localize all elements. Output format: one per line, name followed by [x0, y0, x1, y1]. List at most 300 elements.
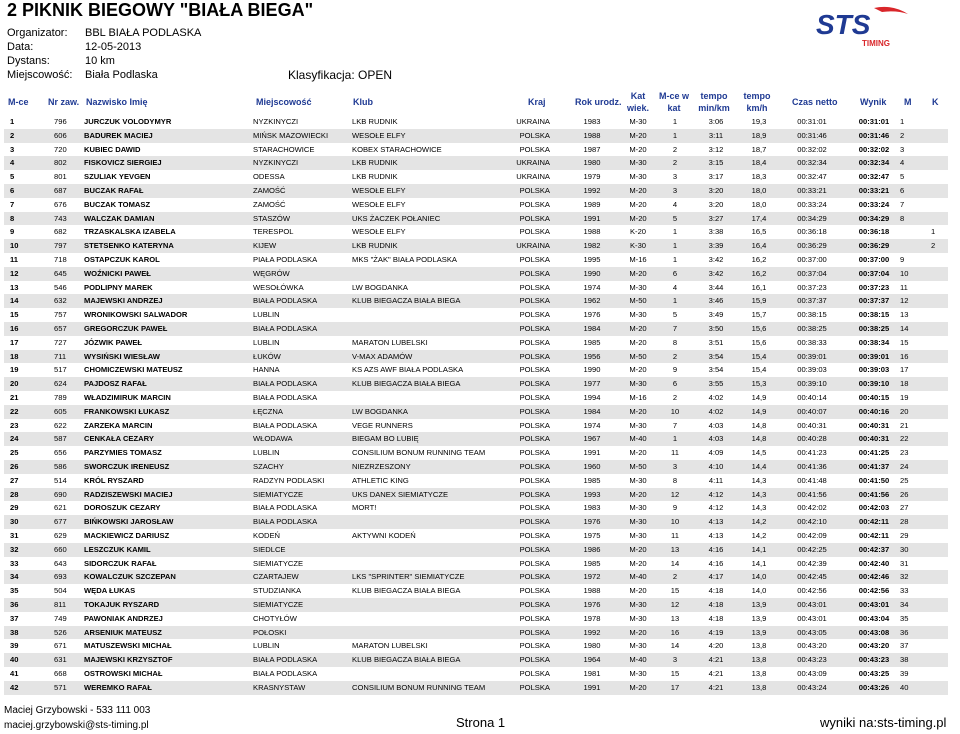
result-time-cell: 00:42:11	[859, 517, 889, 527]
runner-name-cell: WEREMKO RAFAŁ	[84, 682, 152, 692]
category-place-cell: 5	[672, 213, 678, 223]
runner-name-cell: ARSENIUK MATEUSZ	[84, 627, 162, 637]
place-cell: 29	[10, 503, 19, 513]
country-cell: POLSKA	[519, 406, 550, 416]
table-row	[4, 653, 948, 667]
table-header	[0, 88, 960, 116]
country-cell: POLSKA	[519, 572, 550, 582]
category-place-cell: 15	[670, 669, 680, 678]
category-cell: M-30	[629, 420, 647, 430]
club-cell: KS AZS AWF BIAŁA PODLASKA	[352, 365, 464, 375]
category-cell: M-50	[629, 296, 647, 306]
city-cell: NYZKINYCZI	[253, 158, 299, 168]
net-time-cell: 00:33:21	[797, 186, 827, 195]
table-row	[4, 391, 948, 405]
speed-cell: 14,5	[751, 448, 767, 458]
birth-year-cell: 1993	[583, 489, 601, 499]
net-time-cell: 00:40:28	[797, 434, 827, 444]
club-cell: LKB RUDNIK	[352, 117, 398, 126]
speed-cell: 14,3	[751, 489, 767, 499]
category-place-cell: 14	[670, 641, 680, 651]
result-time-cell: 00:42:37	[858, 544, 890, 554]
category-place-cell: 6	[672, 379, 678, 389]
speed-cell: 15,4	[751, 365, 767, 375]
net-time-cell: 00:31:01	[797, 117, 827, 126]
pace-cell: 3:42	[708, 268, 724, 278]
bib-number-cell: 801	[54, 172, 67, 182]
country-cell: POLSKA	[519, 517, 550, 527]
city-cell: BIAŁA PODLASKA	[253, 420, 318, 430]
place-cell: 24	[10, 434, 19, 444]
country-cell: POLSKA	[519, 600, 550, 609]
place-cell: 31	[10, 531, 19, 540]
place-cell: 7	[10, 199, 15, 209]
birth-year-cell: 1988	[583, 586, 601, 596]
runner-name-cell: PARZYMIES TOMASZ	[84, 448, 162, 458]
net-time-cell: 00:40:14	[797, 393, 827, 402]
place-cell: 27	[10, 475, 19, 485]
table-row	[4, 377, 948, 391]
club-cell: LW BOGDANKA	[352, 282, 408, 292]
speed-cell: 14,4	[751, 462, 767, 471]
bib-number-cell: 514	[54, 475, 67, 485]
net-time-cell: 00:43:09	[797, 669, 827, 678]
logo-text: STS	[816, 9, 871, 40]
city-cell: SIEMIATYCZE	[253, 489, 304, 499]
runner-name-cell: ZARZEKA MARCIN	[84, 420, 153, 430]
bib-number-cell: 757	[54, 310, 67, 320]
speed-cell: 16,2	[751, 268, 767, 278]
table-row	[4, 626, 948, 640]
k-place-cell: 1	[931, 227, 936, 237]
table-row	[4, 336, 948, 350]
result-time-cell: 00:43:23	[858, 655, 890, 665]
country-cell: UKRAINA	[516, 172, 550, 182]
speed-cell: 14,9	[751, 393, 767, 402]
bib-number-cell: 605	[54, 406, 67, 416]
runner-name-cell: MATUSZEWSKI MICHAŁ	[84, 641, 172, 651]
net-time-cell: 00:38:33	[797, 337, 827, 347]
runner-name-cell: MAJEWSKI KRZYSZTOF	[84, 655, 173, 665]
bib-number-cell: 622	[54, 420, 67, 430]
table-row	[4, 515, 948, 529]
result-time-cell: 00:33:24	[858, 199, 890, 209]
pace-cell: 3:20	[708, 199, 724, 209]
category-cell: M-50	[629, 351, 647, 361]
city-cell: ODESSA	[253, 172, 285, 182]
city-cell: PIAŁA PODLASKA	[253, 255, 318, 264]
m-place-cell: 15	[900, 337, 909, 347]
m-place-cell: 12	[900, 296, 909, 306]
pace-cell: 3:51	[708, 337, 724, 347]
pace-cell: 4:03	[708, 434, 724, 444]
place-cell: 3	[10, 144, 15, 154]
city-cell: TERESPOL	[253, 227, 294, 237]
category-place-cell: 2	[672, 351, 678, 361]
result-time-cell: 00:31:46	[858, 130, 890, 140]
category-cell: M-30	[629, 517, 647, 527]
category-cell: M-20	[629, 558, 647, 568]
birth-year-cell: 1974	[583, 282, 601, 292]
pace-cell: 4:09	[708, 448, 724, 458]
pace-cell: 4:16	[708, 558, 724, 568]
birth-year-cell: 1983	[583, 503, 601, 513]
runner-name-cell: OSTROWSKI MICHAŁ	[84, 669, 163, 678]
speed-cell: 15,6	[751, 324, 767, 333]
category-place-cell: 3	[672, 655, 678, 665]
m-place-cell: 6	[900, 186, 905, 195]
city-cell: ZAMOŚĆ	[253, 186, 286, 195]
bib-number-cell: 517	[54, 365, 67, 375]
country-cell: POLSKA	[519, 613, 550, 623]
speed-cell: 18,9	[751, 130, 767, 140]
table-row	[4, 488, 948, 502]
birth-year-cell: 1979	[583, 172, 601, 182]
m-place-cell: 4	[900, 158, 905, 168]
table-row	[4, 612, 948, 626]
bib-number-cell: 720	[54, 144, 67, 154]
country-cell: POLSKA	[519, 199, 550, 209]
country-cell: POLSKA	[519, 324, 550, 333]
category-cell: M-16	[629, 255, 647, 264]
country-cell: POLSKA	[519, 282, 550, 292]
city-cell: ŁĘCZNA	[253, 406, 283, 416]
m-place-cell: 16	[900, 351, 909, 361]
birth-year-cell: 1977	[583, 379, 601, 389]
bib-number-cell: 796	[54, 117, 67, 126]
speed-cell: 13,8	[751, 669, 767, 678]
runner-name-cell: CHOMICZEWSKI MATEUSZ	[84, 365, 183, 375]
category-cell: M-30	[629, 310, 647, 320]
place-cell: 15	[10, 310, 19, 320]
birth-year-cell: 1987	[583, 144, 601, 154]
birth-year-cell: 1990	[583, 365, 601, 375]
category-place-cell: 6	[672, 268, 678, 278]
category-cell: M-20	[629, 213, 647, 223]
country-cell: POLSKA	[519, 365, 550, 375]
speed-cell: 15,4	[751, 351, 767, 361]
runner-name-cell: BUCZAK TOMASZ	[84, 199, 151, 209]
bib-number-cell: 682	[54, 227, 67, 237]
category-place-cell: 11	[671, 531, 679, 540]
footer-contact-name: Maciej Grzybowski - 533 111 003	[4, 705, 151, 716]
m-place-cell: 29	[900, 531, 909, 540]
country-cell: POLSKA	[519, 393, 550, 402]
country-cell: POLSKA	[519, 531, 550, 540]
net-time-cell: 00:32:02	[797, 144, 827, 154]
place-cell: 28	[10, 489, 19, 499]
category-cell: M-30	[629, 600, 647, 609]
col-number: Nr zaw.	[48, 97, 80, 107]
speed-cell: 18,4	[751, 158, 767, 168]
m-place-cell: 34	[900, 600, 909, 609]
bib-number-cell: 504	[54, 586, 67, 596]
table-row	[4, 405, 948, 419]
speed-cell: 18,0	[751, 186, 767, 195]
speed-cell: 19,3	[751, 117, 767, 126]
table-row	[4, 639, 948, 653]
speed-cell: 13,8	[751, 682, 767, 692]
pace-cell: 4:17	[708, 572, 724, 582]
club-cell: MARATON LUBELSKI	[352, 641, 428, 651]
runner-name-cell: PODLIPNY MAREK	[84, 282, 153, 292]
result-time-cell: 00:40:31	[858, 434, 890, 444]
place-cell: 16	[10, 324, 19, 333]
m-place-cell: 3	[900, 144, 905, 154]
pace-cell: 3:06	[708, 117, 724, 126]
category-cell: M-20	[629, 337, 647, 347]
club-cell: KLUB BIEGACZA BIAŁA BIEGA	[352, 586, 461, 596]
speed-cell: 14,1	[751, 544, 767, 554]
table-row	[4, 584, 948, 598]
birth-year-cell: 1960	[583, 462, 601, 471]
country-cell: POLSKA	[519, 296, 550, 306]
city-cell: BIAŁA PODLASKA	[253, 296, 318, 306]
birth-year-cell: 1980	[583, 641, 601, 651]
net-time-cell: 00:41:48	[797, 475, 827, 485]
m-place-cell: 25	[900, 475, 909, 485]
place-cell: 20	[10, 379, 19, 389]
pace-cell: 4:18	[708, 613, 724, 623]
speed-cell: 18,3	[751, 172, 767, 182]
speed-cell: 16,2	[751, 255, 767, 264]
category-place-cell: 3	[672, 462, 678, 471]
category-cell: M-20	[629, 682, 647, 692]
bib-number-cell: 624	[54, 379, 67, 389]
runner-name-cell: JÓZWIK PAWEŁ	[84, 337, 143, 347]
city-cell: STARACHOWICE	[253, 144, 315, 154]
pace-cell: 4:18	[708, 586, 724, 596]
club-cell: LKB RUDNIK	[352, 241, 398, 251]
category-place-cell: 1	[672, 255, 678, 264]
pace-cell: 3:42	[708, 255, 724, 264]
bib-number-cell: 660	[54, 544, 67, 554]
table-row	[4, 225, 948, 239]
bib-number-cell: 797	[54, 241, 67, 251]
category-cell: M-20	[629, 406, 647, 416]
category-cell: K-20	[629, 227, 647, 237]
m-place-cell: 14	[900, 324, 909, 333]
speed-cell: 13,9	[751, 627, 767, 637]
table-row	[4, 350, 948, 364]
net-time-cell: 00:41:56	[797, 489, 827, 499]
net-time-cell: 00:37:37	[797, 296, 827, 306]
place-cell: 9	[10, 227, 15, 237]
net-time-cell: 00:42:02	[797, 503, 827, 513]
runner-name-cell: TOKAJUK RYSZARD	[84, 600, 160, 609]
result-time-cell: 00:43:01	[858, 600, 890, 609]
place-cell: 19	[10, 365, 19, 375]
birth-year-cell: 1988	[583, 130, 601, 140]
m-place-cell: 35	[900, 613, 909, 623]
m-place-cell: 13	[900, 310, 909, 320]
category-place-cell: 9	[672, 503, 678, 513]
country-cell: UKRAINA	[516, 241, 550, 251]
country-cell: POLSKA	[519, 144, 550, 154]
m-place-cell: 7	[900, 199, 905, 209]
category-place-cell: 3	[672, 172, 678, 182]
pace-cell: 3:12	[708, 144, 724, 154]
category-cell: M-20	[629, 448, 647, 458]
city-cell: NYZKINYCZI	[253, 117, 299, 126]
bib-number-cell: 687	[54, 186, 67, 195]
club-cell: WESOŁE ELFY	[352, 186, 406, 195]
birth-year-cell: 1988	[583, 227, 601, 237]
result-time-cell: 00:43:25	[858, 669, 890, 678]
m-place-cell: 18	[900, 379, 909, 389]
country-cell: POLSKA	[519, 503, 550, 513]
bib-number-cell: 727	[54, 337, 67, 347]
net-time-cell: 00:42:10	[797, 517, 827, 527]
m-place-cell: 32	[900, 572, 909, 582]
club-cell: ATHLETIC KING	[352, 475, 409, 485]
category-place-cell: 7	[672, 420, 678, 430]
place-value: Biała Podlaska	[85, 69, 158, 81]
club-cell: CONSILIUM BONUM RUNNING TEAM	[352, 682, 486, 692]
net-time-cell: 00:38:15	[797, 310, 827, 320]
col-result: Wynik	[860, 97, 887, 107]
birth-year-cell: 1964	[583, 655, 601, 665]
table-row	[4, 529, 948, 543]
category-place-cell: 1	[672, 227, 678, 237]
net-time-cell: 00:36:29	[797, 241, 827, 251]
result-time-cell: 00:32:47	[858, 172, 890, 182]
category-place-cell: 8	[672, 337, 678, 347]
birth-year-cell: 1984	[583, 324, 601, 333]
birth-year-cell: 1974	[583, 420, 601, 430]
table-row	[4, 460, 948, 474]
city-cell: KODEŃ	[253, 531, 281, 540]
net-time-cell: 00:39:10	[797, 379, 827, 389]
table-row	[4, 184, 948, 198]
m-place-cell: 31	[900, 558, 909, 568]
net-time-cell: 00:42:09	[797, 531, 827, 540]
m-place-cell: 36	[900, 627, 909, 637]
city-cell: LUBLIN	[253, 337, 280, 347]
country-cell: POLSKA	[519, 544, 550, 554]
result-time-cell: 00:40:15	[858, 393, 890, 402]
category-cell: M-30	[629, 641, 647, 651]
bib-number-cell: 676	[54, 199, 67, 209]
table-row	[4, 156, 948, 170]
place-cell: 1	[10, 117, 15, 126]
runner-name-cell: SIDORCZUK RAFAŁ	[84, 558, 157, 568]
table-row	[4, 598, 948, 612]
result-time-cell: 00:43:08	[858, 627, 890, 637]
category-place-cell: 3	[672, 186, 678, 195]
net-time-cell: 00:37:23	[797, 282, 827, 292]
place-cell: 12	[10, 268, 19, 278]
net-time-cell: 00:37:04	[797, 268, 827, 278]
bib-number-cell: 802	[54, 158, 67, 168]
table-row	[4, 363, 948, 377]
k-place-cell: 2	[931, 241, 936, 251]
club-cell: LKB RUDNIK	[352, 172, 398, 182]
col-pace: tempo min/km	[698, 91, 730, 113]
table-row	[4, 432, 948, 446]
place-cell: 36	[10, 600, 19, 609]
distance-label: Dystans:	[7, 55, 50, 67]
country-cell: POLSKA	[519, 130, 550, 140]
net-time-cell: 00:37:00	[797, 255, 827, 264]
table-row	[4, 212, 948, 226]
place-cell: 5	[10, 172, 15, 182]
distance-value: 10 km	[85, 55, 115, 67]
place-cell: 25	[10, 448, 19, 458]
birth-year-cell: 1991	[583, 682, 601, 692]
table-row	[4, 501, 948, 515]
category-cell: M-16	[629, 393, 647, 402]
result-time-cell: 00:41:56	[858, 489, 890, 499]
place-cell: 6	[10, 186, 15, 195]
place-cell: 38	[10, 627, 19, 637]
m-place-cell: 9	[900, 255, 905, 264]
city-cell: CZARTAJEW	[253, 572, 299, 582]
country-cell: POLSKA	[519, 586, 550, 596]
bib-number-cell: 587	[54, 434, 67, 444]
country-cell: UKRAINA	[516, 117, 550, 126]
city-cell: BIAŁA PODLASKA	[253, 393, 318, 402]
pace-cell: 3:39	[708, 241, 724, 251]
pace-cell: 3:54	[708, 351, 724, 361]
category-place-cell: 2	[672, 572, 678, 582]
birth-year-cell: 1985	[583, 558, 601, 568]
country-cell: POLSKA	[519, 310, 550, 320]
result-time-cell: 00:34:29	[858, 213, 890, 223]
birth-year-cell: 1995	[583, 255, 601, 264]
category-cell: M-20	[629, 130, 647, 140]
birth-year-cell: 1982	[583, 241, 601, 251]
category-cell: M-20	[629, 365, 647, 375]
place-cell: 33	[10, 558, 19, 568]
pace-cell: 4:20	[708, 641, 724, 651]
city-cell: WĘGRÓW	[253, 268, 290, 278]
runner-name-cell: BIŃKOWSKI JAROSŁAW	[84, 517, 174, 527]
net-time-cell: 00:32:34	[797, 158, 827, 168]
club-cell: AKTYWNI KODEŃ	[352, 531, 416, 540]
pace-cell: 4:21	[708, 655, 724, 665]
net-time-cell: 00:41:23	[797, 448, 827, 458]
m-place-cell: 23	[900, 448, 909, 458]
city-cell: SIEDLCE	[253, 544, 286, 554]
m-place-cell: 8	[900, 213, 905, 223]
m-place-cell: 21	[900, 420, 909, 430]
city-cell: BIAŁA PODLASKA	[253, 517, 318, 527]
place-cell: 2	[10, 130, 15, 140]
bib-number-cell: 718	[54, 255, 67, 264]
table-row	[4, 419, 948, 433]
net-time-cell: 00:42:25	[797, 544, 827, 554]
bib-number-cell: 546	[54, 282, 67, 292]
city-cell: LUBLIN	[253, 641, 280, 651]
date-value: 12-05-2013	[85, 41, 142, 53]
result-time-cell: 00:32:02	[858, 144, 890, 154]
net-time-cell: 00:33:24	[797, 199, 827, 209]
pace-cell: 3:15	[708, 158, 724, 168]
net-time-cell: 00:32:47	[797, 172, 827, 182]
category-place-cell: 8	[672, 475, 678, 485]
birth-year-cell: 1981	[583, 669, 601, 678]
runner-name-cell: BADUREK MACIEJ	[84, 130, 153, 140]
net-time-cell: 00:40:31	[797, 420, 827, 430]
col-category-place: M-ce w kat	[658, 91, 689, 113]
table-row	[4, 239, 948, 253]
runner-name-cell: KRÓL RYSZARD	[84, 475, 144, 485]
birth-year-cell: 1962	[583, 296, 601, 306]
logo-swoosh	[874, 7, 908, 14]
place-cell: 39	[10, 641, 19, 651]
club-cell: V-MAX ADAMÓW	[352, 351, 413, 361]
